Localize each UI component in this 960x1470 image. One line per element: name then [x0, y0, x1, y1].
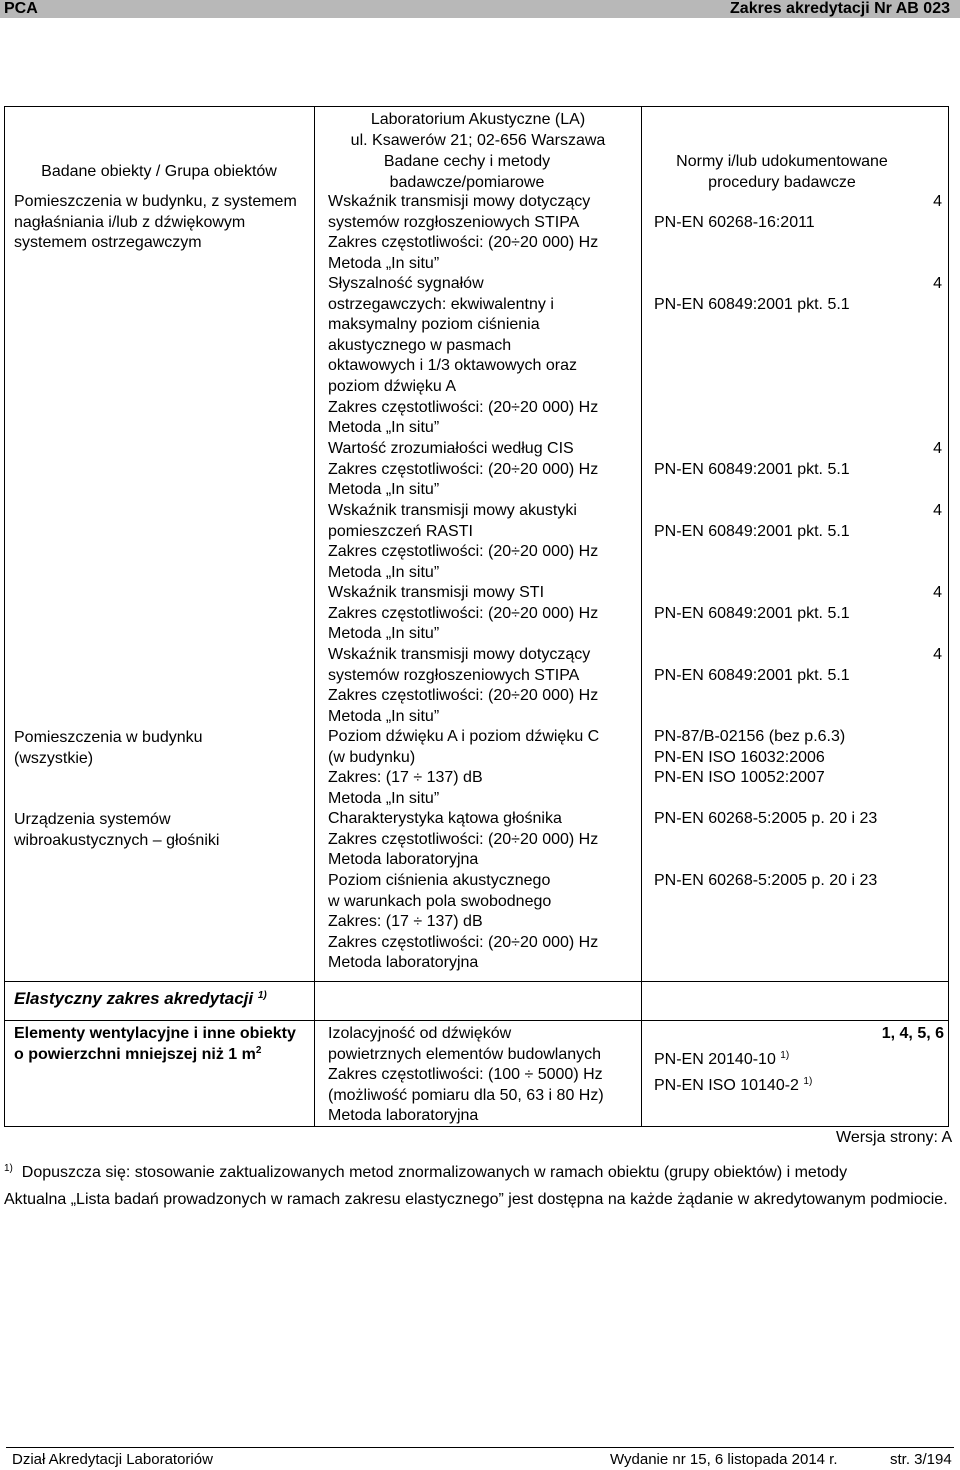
method-line: Zakres częstotliwości: (20÷20 000) Hz — [328, 460, 599, 478]
page-version: Wersja strony: A — [836, 1129, 953, 1146]
footer-rule — [6, 1447, 954, 1448]
norm-cell: PN-EN 60849:2001 pkt. 5.1 — [654, 461, 850, 478]
method-cell — [328, 192, 638, 274]
column-divider-1 — [314, 106, 315, 1127]
method-line: Wskaźnik transmisji mowy STI — [328, 584, 545, 601]
method-line: systemów rozgłoszeniowych STIPA — [328, 666, 580, 684]
footnote-1: $^{1)}$ Dopuszcza się: stosowanie zaktualizowanych metod znormalizowanych w ramach obiektu (grupy obiektów) i metody — [4, 1163, 848, 1181]
method-cell — [328, 274, 638, 439]
method-line: Wskaźnik transmisji mowy dotyczący — [328, 646, 591, 663]
method-line: Metoda „In situ” — [328, 625, 440, 643]
flex-norm-2: PN-EN ISO 10140-2 $^{1)}$ — [654, 1076, 813, 1094]
method-line: Zakres: (17 ÷ 137) dB — [328, 913, 483, 931]
table-border-right — [948, 106, 949, 1127]
table-divider-flex-body — [4, 1020, 949, 1021]
method-line: Metoda „In situ” — [328, 563, 440, 581]
method-line: Metoda laboratoryjna — [328, 954, 479, 972]
flex-object: Elementy wentylacyjne i inne obiekty o powierzchni mniejszej niż 1 $m^2$ — [14, 1025, 296, 1063]
column-code: 4 — [933, 440, 942, 457]
norm-cell — [654, 727, 914, 789]
method-line: maksymalny poziom ciśnienia — [328, 316, 540, 334]
method-line: Metoda „In situ” — [328, 419, 440, 437]
norm-cell: PN-EN 60268-5:2005 p. 20 i 23 — [654, 872, 878, 889]
norm-cell: PN-EN 60268-16:2011 — [654, 214, 815, 231]
method-line: Metoda „In situ” — [328, 254, 440, 272]
method-line: w warunkach pola swobodnego — [328, 892, 552, 910]
table-divider-flex — [4, 981, 949, 982]
method-line: akustycznego w pasmach — [328, 336, 512, 354]
column-code: 4 — [933, 502, 942, 519]
flex-scope-title: Elastyczny zakres akredytacji $^{1)}$ — [14, 989, 267, 1008]
norm-cell: PN-EN 60849:2001 pkt. 5.1 — [654, 523, 850, 540]
method-line: Poziom dźwięku A i poziom dźwięku C — [328, 728, 600, 745]
method-line: Wartość zrozumiałości według CIS — [328, 440, 574, 457]
method-line: Zakres częstotliwości: (20÷20 000) Hz — [328, 543, 599, 561]
method-line: Zakres częstotliwości: (20÷20 000) Hz — [328, 398, 599, 416]
norm-cell: PN-EN 60849:2001 pkt. 5.1 — [654, 667, 850, 684]
method-line: ostrzegawczych: ekwiwalentny i — [328, 295, 554, 313]
footer-page-number: str. 3/194 — [890, 1451, 952, 1468]
method-line: Metoda „In situ” — [328, 481, 440, 499]
norm-cell: PN-EN 60268-5:2005 p. 20 i 23 — [654, 810, 878, 827]
footer-department: Dział Akredytacji Laboratoriów — [12, 1451, 213, 1468]
column-code: 4 — [933, 275, 942, 292]
method-cell — [328, 727, 638, 809]
column-header-norms: Normy i/lub udokumentowane procedury badawcze — [676, 153, 888, 191]
method-line: Metoda „In situ” — [328, 789, 440, 807]
object-group-alarm: Pomieszczenia w budynku, z systemem nagłaśniania i/lub z dźwiękowym systemem ostrzegawczym — [14, 193, 297, 252]
flex-column-codes: 1, 4, 5, 6 — [881, 1025, 944, 1042]
table-border-left — [4, 106, 5, 1127]
column-header-objects: Badane obiekty / Grupa obiektów — [41, 163, 277, 180]
column-code: 4 — [933, 193, 942, 210]
column-header-methods: Badane cechy i metody badawcze/pomiarowe — [383, 153, 551, 191]
method-line: Zakres częstotliwości: (20÷20 000) Hz — [328, 830, 599, 848]
lab-heading — [315, 110, 641, 151]
norm-line: PN-87/B-02156 (bez p.6.3) — [654, 728, 846, 745]
flex-norm-1: PN-EN 20140-10 $^{1)}$ — [654, 1050, 790, 1068]
page-header — [0, 0, 960, 18]
method-cell — [328, 501, 638, 583]
method-line: Zakres: (17 ÷ 137) dB — [328, 769, 483, 787]
method-line: Zakres częstotliwości: (20÷20 000) Hz — [328, 687, 599, 705]
method-line: oktawowych i 1/3 oktawowych oraz — [328, 357, 577, 375]
method-cell — [328, 809, 638, 871]
norm-line: PN-EN ISO 16032:2006 — [654, 748, 825, 766]
method-line: systemów rozgłoszeniowych STIPA — [328, 213, 580, 231]
method-line: Zakres częstotliwości: (20÷20 000) Hz — [328, 933, 599, 951]
object-group-speakers: Urządzenia systemów wibroakustycznych – głośniki — [14, 811, 220, 849]
method-line: Wskaźnik transmisji mowy akustyki — [328, 502, 577, 519]
object-group-buildings: Pomieszczenia w budynku (wszystkie) — [14, 729, 203, 767]
method-line: pomieszczeń RASTI — [328, 522, 473, 540]
lab-address: ul. Ksawerów 21; 02-656 Warszawa — [350, 131, 606, 149]
method-line: Wskaźnik transmisji mowy dotyczący — [328, 193, 591, 210]
method-cell — [328, 439, 638, 501]
method-line: Zakres częstotliwości: (20÷20 000) Hz — [328, 604, 599, 622]
column-code: 4 — [933, 646, 942, 663]
method-cell — [328, 583, 638, 645]
method-line: Zakres częstotliwości: (20÷20 000) Hz — [328, 234, 599, 252]
footnote-2: Aktualna „Lista badań prowadzonych w ramach zakresu elastycznego” jest dostępna na każde żądanie w akredytowanym podmiocie. — [4, 1191, 948, 1208]
header-scope-number: Zakres akredytacji Nr AB 023 — [730, 0, 950, 17]
method-line: (w budynku) — [328, 748, 416, 766]
method-cell — [328, 645, 638, 727]
method-line: Metoda laboratoryjna — [328, 851, 479, 869]
accreditation-table — [4, 106, 953, 1127]
norm-cell: PN-EN 60849:2001 pkt. 5.1 — [654, 605, 850, 622]
table-border-top — [4, 106, 949, 107]
norm-cell: PN-EN 60849:2001 pkt. 5.1 — [654, 296, 850, 313]
method-line: Poziom ciśnienia akustycznego — [328, 872, 551, 889]
flex-method: Izolacyjność od dźwięków powietrznych elementów budowlanych Zakres częstotliwości: (100 ÷ 5000) Hz (możliwość pomiaru dla 50, 63 i 80 Hz) Metoda laboratoryjna — [328, 1025, 604, 1125]
norm-line: PN-EN ISO 10052:2007 — [654, 769, 825, 787]
column-code: 4 — [933, 584, 942, 601]
method-cell — [328, 871, 638, 974]
method-line: Charakterystyka kątowa głośnika — [328, 810, 562, 827]
footer-edition: Wydanie nr 15, 6 listopada 2014 r. — [610, 1451, 838, 1468]
header-org: PCA — [4, 0, 38, 17]
method-line: Słyszalność sygnałów — [328, 275, 484, 292]
lab-name: Laboratorium Akustyczne (LA) — [370, 111, 586, 128]
column-divider-2 — [641, 106, 642, 1127]
method-line: poziom dźwięku A — [328, 377, 457, 395]
method-line: Metoda „In situ” — [328, 707, 440, 725]
